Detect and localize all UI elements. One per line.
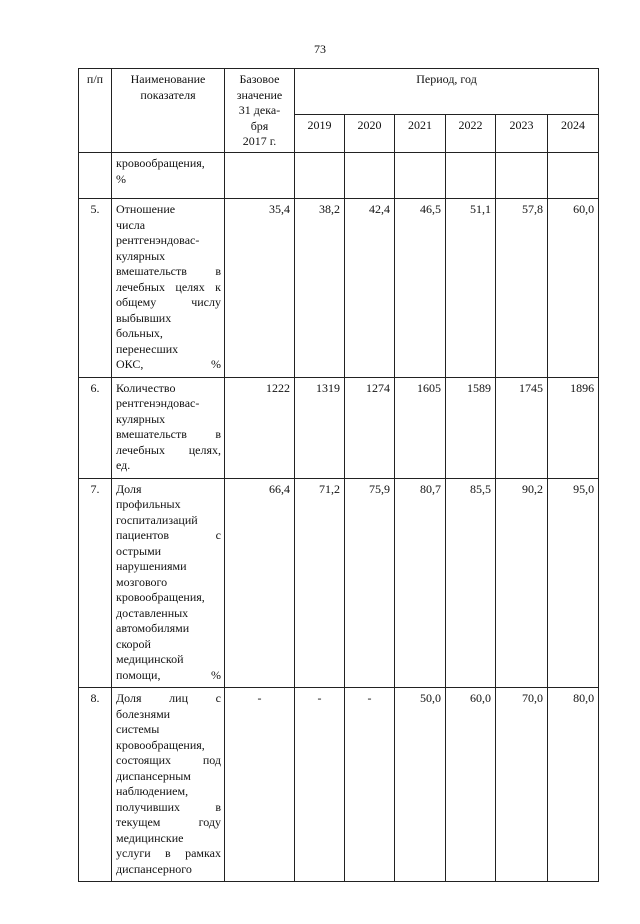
year-value: - bbox=[345, 688, 395, 882]
base-value bbox=[225, 153, 295, 199]
indicator-name-line: кровообращения, bbox=[116, 737, 205, 752]
indicator-name-line: медицинские bbox=[116, 830, 184, 845]
year-value: 60,0 bbox=[548, 199, 599, 378]
indicator-name-line: услуги в рамках bbox=[116, 846, 221, 860]
year-value: 1319 bbox=[295, 377, 345, 478]
year-value bbox=[548, 153, 599, 199]
indicator-name-line: системы bbox=[116, 722, 160, 736]
indicator-name-line: получивших в bbox=[116, 799, 221, 814]
indicator-name-line: мозгового bbox=[116, 574, 168, 589]
indicator-name-line: Доля bbox=[116, 481, 142, 496]
year-value: 1589 bbox=[446, 377, 496, 478]
year-value: 51,1 bbox=[446, 199, 496, 378]
indicator-name-line: вмешательств в bbox=[116, 427, 221, 441]
table-row bbox=[79, 688, 599, 882]
year-2023: 2023 bbox=[496, 115, 548, 153]
indicator-name-line: Доля лиц с bbox=[116, 691, 221, 705]
indicator-name-line: общему числу bbox=[116, 295, 221, 309]
year-value: 1745 bbox=[496, 377, 548, 478]
indicator-name-line: наблюдением, bbox=[116, 784, 189, 798]
page-number: 73 bbox=[314, 42, 326, 56]
indicator-name-line: автомобилями bbox=[116, 621, 190, 635]
indicator-name-line: ОКС, % bbox=[116, 357, 221, 371]
indicator-name-line: доставленных bbox=[116, 605, 189, 620]
row-number: 8. bbox=[79, 688, 112, 882]
table-row bbox=[79, 153, 599, 199]
year-value: 46,5 bbox=[395, 199, 446, 378]
row-number: 5. bbox=[79, 199, 112, 378]
indicator-table bbox=[78, 68, 599, 882]
header-num: п/п bbox=[79, 69, 112, 153]
table-row bbox=[79, 199, 599, 378]
year-2024: 2024 bbox=[548, 115, 599, 153]
base-value: 66,4 bbox=[225, 478, 295, 688]
header-base bbox=[225, 69, 295, 153]
year-value: 85,5 bbox=[446, 478, 496, 688]
indicator-name-line: ед. bbox=[116, 458, 131, 472]
header-period: Период, год bbox=[295, 69, 599, 115]
header-base-line: 2017 г. bbox=[242, 134, 277, 148]
indicator-name-line: кулярных bbox=[116, 248, 166, 263]
indicator-name-line: Отношение bbox=[116, 202, 176, 216]
indicator-name-line: нарушениями bbox=[116, 559, 187, 573]
indicator-name-line: кровообращения, bbox=[116, 156, 205, 170]
indicator-name-line: рентгенэндоваc- bbox=[116, 396, 200, 410]
indicator-name-line: пациентов с bbox=[116, 528, 221, 542]
indicator-name-line: лечебных целях, bbox=[116, 442, 221, 457]
indicator-name-line: состоящих под bbox=[116, 753, 221, 767]
year-value bbox=[496, 153, 548, 199]
year-2020: 2020 bbox=[345, 115, 395, 153]
indicator-name-line: % bbox=[116, 171, 126, 186]
year-value: 60,0 bbox=[446, 688, 496, 882]
year-value: 80,0 bbox=[548, 688, 599, 882]
indicator-name-line: болезнями bbox=[116, 706, 171, 721]
indicator-name-line: кровообращения, bbox=[116, 590, 205, 604]
indicator-name-line: лечебных целях к bbox=[116, 279, 221, 294]
indicator-name-line: выбывших bbox=[116, 310, 172, 325]
header-base-line: 31 дека- bbox=[238, 103, 281, 117]
indicator-name-line: текущем году bbox=[116, 815, 221, 829]
year-value: 71,2 bbox=[295, 478, 345, 688]
base-value: - bbox=[225, 688, 295, 882]
year-value: 50,0 bbox=[395, 688, 446, 882]
year-value: 1896 bbox=[548, 377, 599, 478]
year-value: 90,2 bbox=[496, 478, 548, 688]
indicator-name bbox=[112, 478, 225, 688]
indicator-name-line: госпитализаций bbox=[116, 512, 198, 527]
indicator-name bbox=[112, 377, 225, 478]
base-value: 35,4 bbox=[225, 199, 295, 378]
year-value: 70,0 bbox=[496, 688, 548, 882]
year-value bbox=[446, 153, 496, 199]
year-value bbox=[295, 153, 345, 199]
indicator-name-line: диспансерным bbox=[116, 768, 191, 783]
header-base-line: бря bbox=[250, 118, 269, 133]
year-value bbox=[395, 153, 446, 199]
year-value: 42,4 bbox=[345, 199, 395, 378]
year-value: 1274 bbox=[345, 377, 395, 478]
year-2022: 2022 bbox=[446, 115, 496, 153]
indicator-name bbox=[112, 688, 225, 882]
indicator-name-line: больных, bbox=[116, 326, 163, 340]
header-name: Наименование показателя bbox=[112, 69, 225, 153]
indicator-name bbox=[112, 153, 225, 199]
year-value: 1605 bbox=[395, 377, 446, 478]
indicator-name-line: вмешательств в bbox=[116, 264, 221, 278]
indicator-name-line: перенесших bbox=[116, 341, 179, 356]
indicator-name-line: медицинской bbox=[116, 652, 184, 666]
indicator-name bbox=[112, 199, 225, 378]
row-number: 7. bbox=[79, 478, 112, 688]
indicator-name-line: острыми bbox=[116, 543, 162, 558]
year-value: - bbox=[295, 688, 345, 882]
year-value: 75,9 bbox=[345, 478, 395, 688]
year-value: 80,7 bbox=[395, 478, 446, 688]
header-base-line: Базовое bbox=[239, 72, 280, 86]
base-value: 1222 bbox=[225, 377, 295, 478]
year-2021: 2021 bbox=[395, 115, 446, 153]
year-value: 57,8 bbox=[496, 199, 548, 378]
indicator-name-line: Количество bbox=[116, 380, 176, 395]
indicator-name-line: кулярных bbox=[116, 411, 166, 426]
year-value: 38,2 bbox=[295, 199, 345, 378]
year-2019: 2019 bbox=[295, 115, 345, 153]
table-row bbox=[79, 478, 599, 688]
indicator-name-line: диспансерного bbox=[116, 861, 192, 876]
row-number bbox=[79, 153, 112, 199]
indicator-name-line: помощи, % bbox=[116, 667, 221, 682]
indicator-name-line: профильных bbox=[116, 497, 181, 511]
indicator-name-line: скорой bbox=[116, 636, 151, 651]
header-row bbox=[79, 69, 599, 115]
row-number: 6. bbox=[79, 377, 112, 478]
indicator-name-line: рентгенэндоваc- bbox=[116, 233, 200, 247]
table-row bbox=[79, 377, 599, 478]
indicator-name-line: числа bbox=[116, 217, 146, 232]
year-value bbox=[345, 153, 395, 199]
year-value: 95,0 bbox=[548, 478, 599, 688]
header-base-line: значение bbox=[236, 87, 283, 102]
